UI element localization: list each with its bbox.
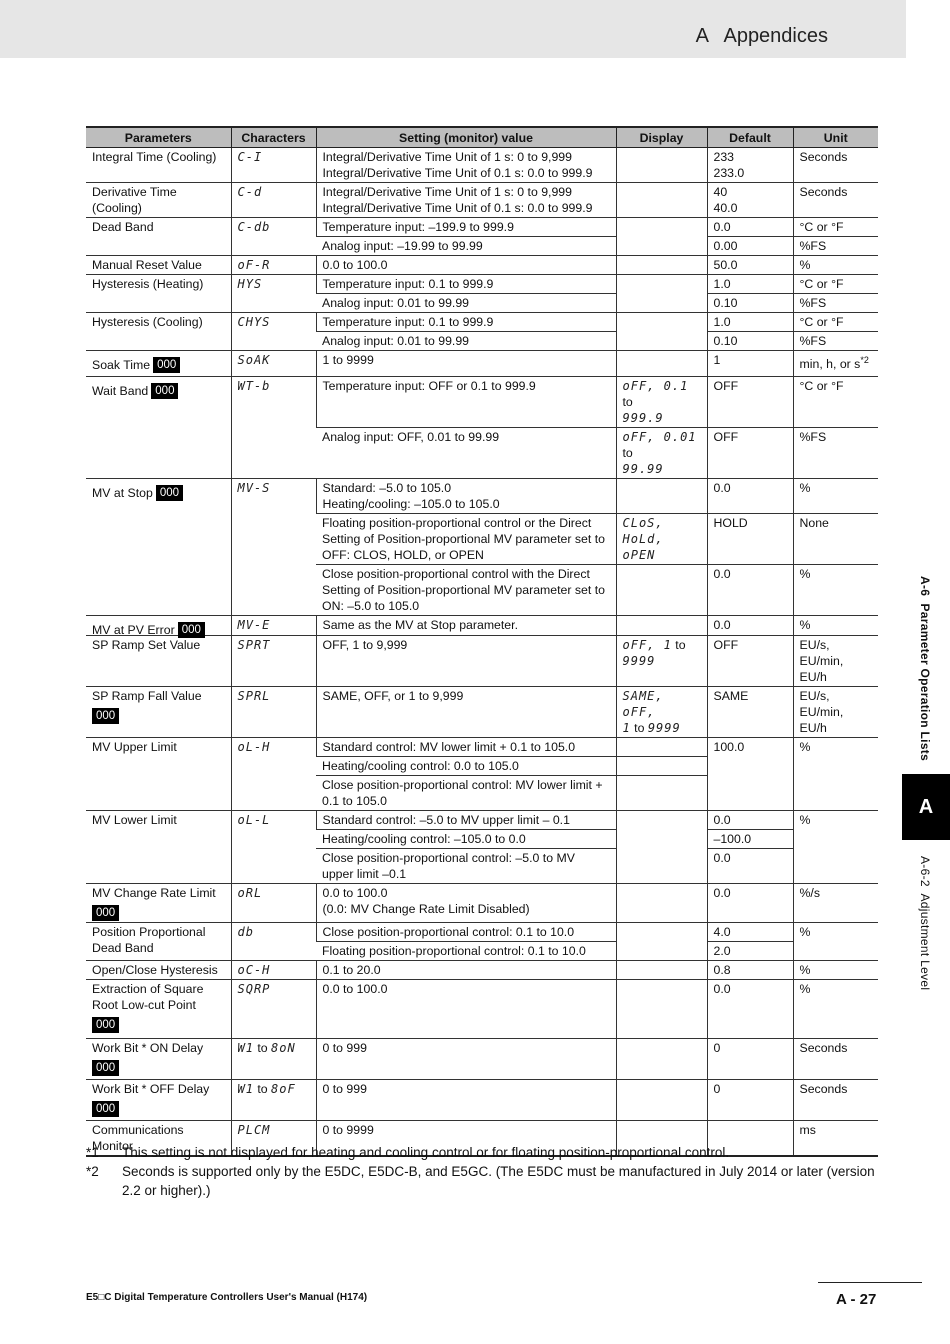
default-value: 0.0 [707,811,793,830]
unit-value: % [793,565,878,616]
unit-value: EU/h [799,721,827,735]
default-value: 1.0 [707,275,793,294]
setting-value: Integral/Derivative Time Unit of 1 s: 0 to 9,999 [322,150,572,164]
setting-value: Temperature input: 0.1 to 999.9 [316,275,616,294]
table-row [86,616,878,636]
unit-value: ms [793,1121,878,1157]
unit-value: %FS [793,237,878,256]
unit-value: % [793,923,878,961]
page-header-title: A Appendices [695,25,828,47]
unit-value: °C or °F [793,218,878,237]
footnote-text: This setting is not displayed for heating and cooling control or for floating position-proportional control. [122,1145,730,1160]
param-name: Position Proportional Dead Band [86,923,231,961]
table-row [86,275,878,294]
param-characters: oL-H [237,740,271,754]
unit-value: Seconds [793,1080,878,1121]
side-tab-letter: A [902,774,950,840]
table-row [86,636,878,687]
default-value: 233 [713,150,735,164]
param-characters: 8oF [271,1082,296,1096]
setting-value: SAME, OFF, or 1 to 9,999 [316,687,616,738]
footnote [86,1162,878,1200]
table-row [86,811,878,830]
footnotes [86,1143,878,1200]
setting-value: 0 to 999 [316,1039,616,1080]
param-name: Wait Band [92,384,149,398]
col-header-characters: Characters [231,127,316,148]
default-value: 0.0 [707,884,793,923]
default-value: 50.0 [707,256,793,275]
default-value: 40 [713,185,728,199]
default-value: 233.0 [713,166,745,180]
footnote-mark: *2 [86,1164,99,1179]
parameter-table [86,126,878,1157]
param-characters: HYS [237,277,263,291]
col-header-default: Default [707,127,793,148]
setting-value: 0 to 9999 [316,1121,616,1157]
setting-value: Analog input: –19.99 to 99.99 [316,237,616,256]
setting-value: Close position-proportional control with the Direct Setting of Position-proportional MV parameter set to ON: –5.0 to 105.0 [316,565,616,616]
setting-value: 1 to 9999 [316,351,616,377]
unit-value: EU/s, [799,689,830,703]
setting-value: Analog input: 0.01 to 99.99 [316,332,616,351]
default-value: 0.0 [707,565,793,616]
display-value: CLoS, HoLd, oPEN [622,516,664,562]
table-row [86,1080,878,1121]
param-name: SP Ramp Fall Value [92,689,202,703]
setting-value: Heating/cooling control: –105.0 to 0.0 [316,830,616,849]
operation-badge: 000 [156,485,183,501]
footnote-ref: *2 [860,354,869,365]
table-row [86,218,878,237]
unit-value: % [793,256,878,275]
setting-value: 0.0 to 100.0 [322,886,388,900]
table-row [86,884,878,923]
display-value: 9999 [647,721,681,735]
page-number: A - 27 [836,1291,877,1308]
setting-value: Heating/cooling control: 0.0 to 105.0 [316,757,616,776]
operation-badge: 000 [153,357,180,373]
param-characters: db [237,925,254,939]
footer-rule [818,1282,922,1283]
display-connector: to [630,721,648,735]
param-name: SP Ramp Set Value [86,636,231,687]
default-value: 1 [707,351,793,377]
unit-value: °C or °F [793,275,878,294]
display-value: oFF, 0.01 [622,430,697,444]
table-row [86,687,878,738]
param-characters: SPRL [237,689,271,703]
table-row [86,961,878,980]
side-tab-subsection: A-6-2 Adjustment Level [918,856,932,991]
param-characters: SPRT [237,638,271,652]
footer-manual-title: E5□C Digital Temperature Controllers User's Manual (H174) [86,1292,368,1303]
param-characters: CHYS [237,315,271,329]
unit-value: % [793,961,878,980]
param-name: Manual Reset Value [86,256,231,275]
table-row [86,1039,878,1080]
unit-value: Seconds [793,148,878,183]
display-connector: to [622,395,633,409]
param-characters: SoAK [237,353,271,367]
setting-value: Integral/Derivative Time Unit of 1 s: 0 to 9,999 [322,185,572,199]
operation-badge: 000 [151,383,178,399]
table-row [86,738,878,757]
default-value: 0.0 [707,479,793,514]
setting-value: Standard: –5.0 to 105.0 [322,481,452,495]
setting-value: Heating/cooling: –105.0 to 105.0 [322,497,500,511]
unit-value: % [793,616,878,636]
operation-badge: 000 [92,905,119,921]
param-characters: oC-H [237,963,271,977]
display-value: 999.9 [622,411,664,425]
param-name: MV Lower Limit [86,811,231,884]
unit-value: EU/min, [799,654,844,668]
footnote-mark: *1 [86,1145,99,1160]
param-name: MV Upper Limit [86,738,231,811]
default-value: 0.0 [707,218,793,237]
param-characters: PLCM [237,1123,271,1137]
setting-value: 0.0 to 100.0 [316,256,616,275]
param-characters: oRL [237,886,263,900]
display-value: 9999 [622,654,656,668]
param-characters: C-I [237,150,263,164]
default-value: 1.0 [707,313,793,332]
unit-value: %/s [793,884,878,923]
operation-badge: 000 [92,1101,119,1117]
param-name: Soak Time [92,358,151,372]
setting-value: Standard control: MV lower limit + 0.1 to 105.0 [316,738,616,757]
default-value: 40.0 [713,201,738,215]
unit-value: %FS [793,428,878,479]
setting-value: Close position-proportional control: –5.0 to MV upper limit –0.1 [316,849,616,884]
unit-value: °C or °F [793,377,878,428]
param-name: Hysteresis (Heating) [86,275,231,313]
display-value: oFF, 1 [622,638,672,652]
default-value: 0.8 [707,961,793,980]
characters-connector: to [253,1082,272,1096]
unit-value: Seconds [793,183,878,218]
operation-badge: 000 [178,622,205,638]
operation-badge: 000 [92,708,119,724]
setting-value: OFF, 1 to 9,999 [316,636,616,687]
param-name: Work Bit * OFF Delay [92,1082,210,1096]
footnote-text: Seconds is supported only by the E5DC, E5DC-B, and E5GC. (The E5DC must be manufactured in July 2014 or later (version 2.2 or higher).) [122,1164,875,1198]
display-connector: to [671,638,686,652]
unit-value: EU/min, [799,705,844,719]
col-header-display: Display [616,127,707,148]
unit-value: %FS [793,332,878,351]
table-row [86,313,878,332]
table-row [86,183,878,218]
param-name: Dead Band [86,218,231,256]
param-name: MV at PV Error [92,623,175,637]
unit-value: % [793,738,878,811]
unit-value: min, h, or s [799,357,861,371]
default-value: OFF [707,636,793,687]
characters-connector: to [253,1041,272,1055]
default-value: 0.0 [707,849,793,884]
default-value: 0.0 [707,980,793,1039]
unit-value: %FS [793,294,878,313]
col-header-parameters: Parameters [86,127,231,148]
table-row [86,479,878,514]
param-characters: WT-b [237,379,271,393]
setting-value: Analog input: 0.01 to 99.99 [316,294,616,313]
param-characters: 8oN [271,1041,296,1055]
setting-value: Integral/Derivative Time Unit of 0.1 s: 0.0 to 999.9 [322,201,593,215]
param-characters: W1 [237,1082,254,1096]
param-characters: C-db [237,220,271,234]
setting-value: Close position-proportional control: MV lower limit + 0.1 to 105.0 [316,776,616,811]
param-characters: C-d [237,185,263,199]
table-header-row [86,127,878,148]
param-name: Extraction of Square Root Low-cut Point [92,982,204,1012]
unit-value: Seconds [793,1039,878,1080]
col-header-setting: Setting (monitor) value [316,127,616,148]
default-value: 100.0 [707,738,793,811]
setting-value: Integral/Derivative Time Unit of 0.1 s: 0.0 to 999.9 [322,166,593,180]
param-characters: SQRP [237,982,271,996]
param-characters: MV-E [237,618,271,632]
header-band [0,0,906,58]
operation-badge: 000 [92,1060,119,1076]
default-value: HOLD [707,514,793,565]
operation-badge: 000 [92,1017,119,1033]
param-name: MV Change Rate Limit [92,886,216,900]
default-value: 0.10 [707,294,793,313]
param-characters: MV-S [237,481,271,495]
default-value: OFF [707,428,793,479]
setting-value: Standard control: –5.0 to MV upper limit – 0.1 [316,811,616,830]
display-value: 99.99 [622,462,664,476]
table-row [86,256,878,275]
display-value: oFF, 0.1 [622,379,689,393]
default-value: 0.10 [707,332,793,351]
table-row [86,377,878,428]
setting-value: 0 to 999 [316,1080,616,1121]
display-value: SAME, oFF, [622,689,664,719]
param-name: Open/Close Hysteresis [86,961,231,980]
setting-value: Close position-proportional control: 0.1 to 10.0 [316,923,616,942]
setting-value: Temperature input: 0.1 to 999.9 [316,313,616,332]
param-name: Hysteresis (Cooling) [86,313,231,351]
param-name: Integral Time (Cooling) [86,148,231,183]
table-row [86,923,878,942]
setting-value: 0.1 to 20.0 [316,961,616,980]
setting-value: Temperature input: –199.9 to 999.9 [316,218,616,237]
table-row [86,351,878,377]
param-characters: oL-L [237,813,271,827]
display-value: 1 [622,721,631,735]
unit-value: EU/s, [799,638,830,652]
unit-value: % [793,811,878,884]
table-row [86,980,878,1039]
unit-value: None [793,514,878,565]
param-name: MV at Stop [92,486,153,500]
col-header-unit: Unit [793,127,878,148]
footnote [86,1143,878,1162]
setting-value: Analog input: OFF, 0.01 to 99.99 [316,428,616,479]
setting-value: Floating position-proportional control: 0.1 to 10.0 [316,942,616,961]
default-value: 0.0 [707,616,793,636]
unit-value: % [793,479,878,514]
side-tab-section: A-6 Parameter Operation Lists [918,576,932,762]
unit-value: °C or °F [793,313,878,332]
default-value: 0 [707,1039,793,1080]
default-value: 4.0 [707,923,793,942]
default-value: 0.00 [707,237,793,256]
default-value: OFF [707,377,793,428]
setting-value: 0.0 to 100.0 [316,980,616,1039]
default-value: SAME [707,687,793,738]
setting-value: Temperature input: OFF or 0.1 to 999.9 [316,377,616,428]
setting-value: Same as the MV at Stop parameter. [316,616,616,636]
param-name: Work Bit * ON Delay [92,1041,204,1055]
default-value: –100.0 [707,830,793,849]
unit-value: % [793,980,878,1039]
setting-value: (0.0: MV Change Rate Limit Disabled) [322,902,530,916]
display-connector: to [622,446,633,460]
param-name: Communications Monitor [86,1121,231,1157]
setting-value: Floating position-proportional control or the Direct Setting of Position-proportional MV parameter set to OFF: CLOS, HOLD, or OPEN [316,514,616,565]
table-row [86,148,878,183]
param-name: Derivative Time (Cooling) [86,183,231,218]
unit-value: EU/h [799,670,827,684]
default-value: 2.0 [707,942,793,961]
param-characters: oF-R [237,258,271,272]
param-characters: W1 [237,1041,254,1055]
default-value: 0 [707,1080,793,1121]
